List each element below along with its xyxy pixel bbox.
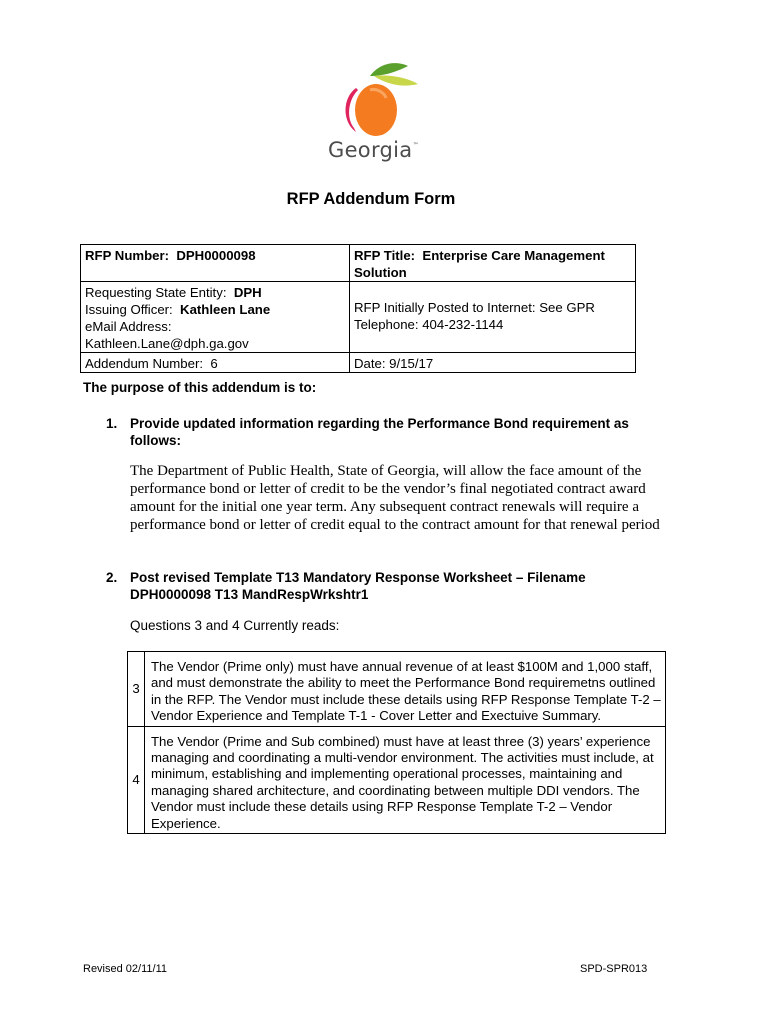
purpose-heading: The purpose of this addendum is to:	[83, 380, 317, 395]
addendum-value: 6	[210, 356, 218, 371]
logo-wordmark: Georgia™	[328, 138, 419, 162]
entity-value: DPH	[233, 285, 262, 300]
footer-revised: Revised 02/11/11	[83, 963, 167, 975]
performance-bond-paragraph: The Department of Public Health, State of Georgia, will allow the face amount of the performance bond or letter of credit to be the vendor’s final negotiated contract award amount for the initial one year term. Any subsequent contract renewals will require a performance bond or letter of credit equal to the contract amount for that renewal period	[130, 463, 660, 533]
questions-table	[127, 651, 666, 834]
telephone-text: Telephone: 404-232-1144	[354, 317, 504, 332]
question-number: 4	[128, 726, 145, 833]
question-text: The Vendor (Prime and Sub combined) must have at least three (3) years’ experience managing and coordinating a multi-vendor environment. The activities must include, at minimum, establishing and implementing operational processes, maintaining and managing shared architecture, and coordinating between multiple DDI vendors. The Vendor must include these details using RFP Response Template T-2 – Vendor Experience.	[145, 726, 666, 833]
date-cell	[350, 353, 636, 373]
rfp-info-table	[80, 244, 636, 373]
addendum-cell: Addendum Number: 6	[81, 353, 350, 373]
posted-text: RFP Initially Posted to Internet: See GPR	[354, 300, 595, 315]
question-text: The Vendor (Prime only) must have annual revenue of at least $100M and 1,000 staff, and must demonstrate the ability to meet the Performance Bond requiremetns outlined in the RFP. The Vendor must include these details using RFP Response Template T-2 – Vendor Experience and Template T-1 - Cover Letter and Exectuive Summary.	[145, 652, 666, 727]
rfp-number: DPH0000098	[176, 248, 256, 263]
officer-value: Kathleen Lane	[180, 302, 271, 317]
table-row	[128, 726, 666, 833]
rfp-title: Enterprise Care Management Solution	[354, 248, 605, 280]
rfp-title-cell: RFP Title: Enterprise Care Management Solution	[350, 245, 636, 282]
rfp-number-cell: RFP Number: DPH0000098	[81, 245, 350, 282]
questions-intro: Questions 3 and 4 Currently reads:	[130, 618, 340, 633]
email-value: Kathleen.Lane@dph.ga.gov	[85, 336, 249, 351]
table-row	[128, 652, 666, 727]
date-text: Date: 9/15/17	[354, 356, 434, 371]
question-number: 3	[128, 652, 145, 727]
form-title: RFP Addendum Form	[286, 190, 456, 208]
entity-cell: Requesting State Entity: DPH Issuing Officer: Kathleen Lane eMail Address: Kathleen.Lane@dph.ga.gov	[81, 282, 350, 353]
posted-cell	[350, 282, 636, 353]
footer-form-id: SPD-SPR013	[580, 963, 648, 975]
